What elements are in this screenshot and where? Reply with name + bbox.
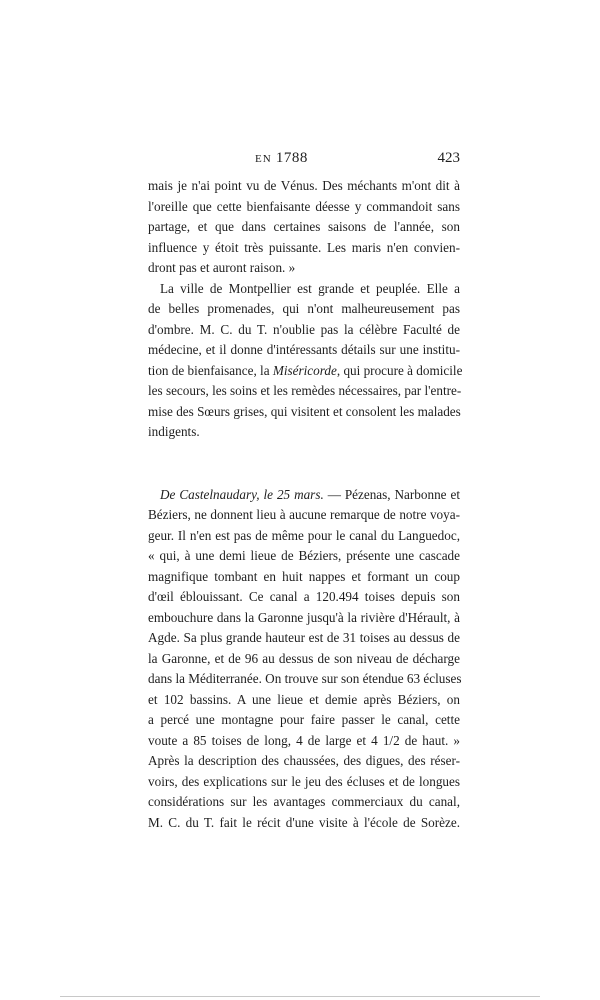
text-line: et 102 bassins. A une lieue et demie après Béziers, on bbox=[148, 691, 460, 707]
text-line: Béziers, ne donnent lieu à aucune remarque de notre voya- bbox=[148, 507, 460, 522]
text-line: d'ombre. M. C. du T. n'oublie pas la célèbre Faculté de bbox=[148, 321, 460, 337]
text-line: indigents. bbox=[148, 424, 200, 439]
text-segment: tion de bienfaisance, la bbox=[148, 362, 273, 378]
running-prefix: EN bbox=[255, 153, 272, 165]
paragraph-montpellier bbox=[148, 279, 463, 443]
text-line: de belles promenades, qui n'ont malheureusement pas bbox=[148, 301, 460, 316]
text-line: Après la description des chaussées, des digues, des réser- bbox=[148, 753, 460, 768]
text-line-with-dateline bbox=[148, 485, 460, 506]
paragraph-castelnaudary bbox=[148, 485, 460, 834]
text-line: embouchure dans la Garonne jusqu'à la rivière d'Hérault, à bbox=[148, 609, 460, 625]
page-edge-line bbox=[60, 996, 540, 997]
text-line: la Garonne, et de 96 au dessus de son niveau de décharge bbox=[148, 650, 460, 666]
text-line: d'œil éblouissant. Ce canal a 120.494 toises depuis son bbox=[148, 589, 460, 604]
running-year: 1788 bbox=[275, 150, 308, 166]
text-line: mais je n'ai point vu de Vénus. Des méchants m'ont dit à bbox=[148, 178, 460, 193]
text-line: magnifique tombant en huit nappes et formant un coup bbox=[148, 568, 460, 584]
paragraph-continuation bbox=[148, 176, 460, 279]
italic-term: Miséricorde bbox=[272, 362, 337, 378]
text-line: « qui, à une demi lieue de Béziers, présente une cascade bbox=[148, 548, 460, 563]
running-head bbox=[150, 150, 460, 172]
text-line: voirs, des explications sur le jeu des écluses et de longues bbox=[148, 773, 460, 789]
text-line: dront pas et auront raison. » bbox=[148, 260, 296, 275]
text-line: La ville de Montpellier est grande et peuplée. Elle a bbox=[160, 280, 460, 296]
text-line: influence y étoit très puissante. Les maris n'en convien- bbox=[148, 239, 460, 255]
text-line: considérations sur les avantages commerciaux du canal, bbox=[148, 794, 460, 809]
text-line: l'oreille que cette bienfaisante déesse y commandoit sans bbox=[148, 198, 460, 214]
text-line: dans la Méditerranée. On trouve sur son étendue 63 écluses bbox=[148, 671, 462, 686]
body-text bbox=[148, 176, 463, 833]
text-line: M. C. du T. fait le récit d'une visite à l'école de Sorèze. bbox=[148, 814, 460, 830]
text-line: les secours, les soins et les remèdes nécessaires, par l'entre- bbox=[148, 383, 462, 398]
text-line: mise des Sœurs grises, qui visitent et consolent les malades bbox=[148, 403, 461, 419]
text-line: Agde. Sa plus grande hauteur est de 31 toises au dessus de bbox=[148, 630, 460, 645]
section-gap bbox=[148, 443, 460, 485]
text-line: médecine, et il donne d'intéressants détails sur une institu- bbox=[148, 342, 460, 357]
running-title bbox=[255, 150, 308, 167]
text-line: a percé une montagne pour faire passer le canal, cette bbox=[148, 712, 460, 727]
text-segment: , qui procure à domicile bbox=[336, 362, 463, 378]
text-line: partage, et que dans certaines saisons de l'année, son bbox=[148, 219, 460, 234]
text-segment: — Pézenas, Narbonne et bbox=[323, 486, 460, 502]
page-number: 423 bbox=[437, 150, 460, 166]
text-line: geur. Il n'en est pas de même pour le canal du Languedoc, bbox=[148, 527, 460, 543]
dateline: De Castelnaudary, le 25 mars. bbox=[160, 486, 324, 502]
text-line: voute a 85 toises de long, 4 de large et 4 1/2 de haut. » bbox=[148, 732, 460, 748]
text-line-with-italic bbox=[148, 361, 463, 382]
